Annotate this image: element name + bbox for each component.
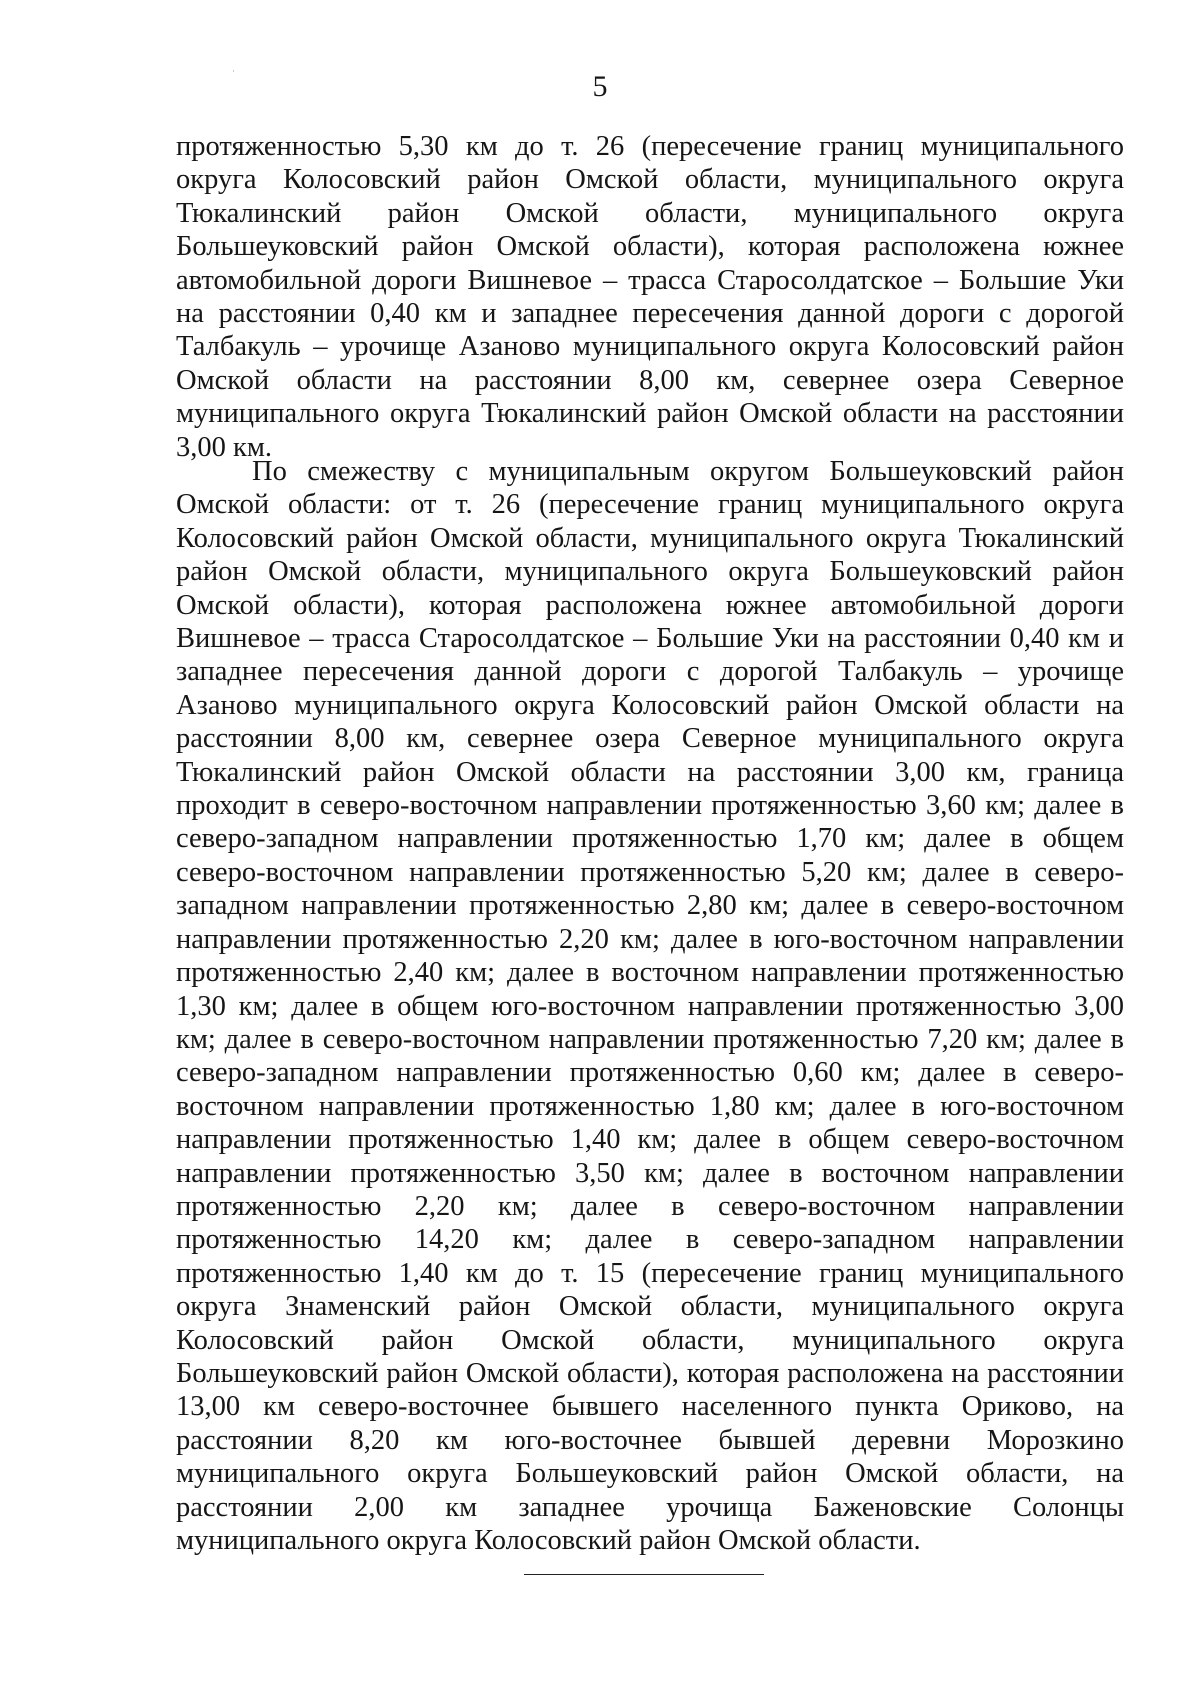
page-number: 5 [592,70,608,103]
closing-divider-line [524,1574,764,1575]
paragraph-continuation: протяженностью 5,30 км до т. 26 (пересечение границ муниципального округа Колосовский район Омской области, муниципального округа Тюкалинский район Омской области, муниципального округа Большеуковский район Омской области), которая расположена южнее автомобильной дороги Вишневое – трасса Старосолдатское – Большие Уки на расстоянии 0,40 км и западнее пересечения данной дороги с дорогой Талбакуль – урочище Азаново муниципального округа Колосовский район Омской области на расстоянии 8,00 км, севернее озера Северное муниципального округа Тюкалинский район Омской области на расстоянии 3,00 км. [176,131,1124,463]
paragraph-boundary-description: По смежеству с муниципальным округом Большеуковский район Омской области: от т. 26 (пересечение границ муниципального округа Колосовский район Омской области, муниципального округа Тюкалинский район Омской области, муниципального округа Большеуковский район Омской области), которая расположена южнее автомобильной дороги Вишневое – трасса Старосолдатское – Большие Уки на расстоянии 0,40 км и западнее пересечения данной дороги с дорогой Талбакуль – урочище Азаново муниципального округа Колосовский район Омской области на расстоянии 8,00 км, севернее озера Северное муниципального округа Тюкалинский район Омской области на расстоянии 3,00 км, граница проходит в северо-восточном направлении протяженностью 3,60 км; далее в северо-западном направлении протяженностью 1,70 км; далее в общем северо-восточном направлении протяженностью 5,20 км; далее в северо-западном направлении протяженностью 2,80 км; далее в северо-восточном направлении протяженностью 2,20 км; далее в юго-восточном направлении протяженностью 2,40 км; далее в восточном направлении протяженностью 1,30 км; далее в общем юго-восточном направлении протяженностью 3,00 км; далее в северо-восточном направлении протяженностью 7,20 км; далее в северо-западном направлении протяженностью 0,60 км; далее в северо-восточном направлении протяженностью 1,80 км; далее в юго-восточном направлении протяженностью 1,40 км; далее в общем северо-восточном направлении протяженностью 3,50 км; далее в восточном направлении протяженностью 2,20 км; далее в северо-восточном направлении протяженностью 14,20 км; далее в северо-западном направлении протяженностью 1,40 км до т. 15 (пересечение границ муниципального округа Знаменский район Омской области, муниципального округа Колосовский район Омской области, муниципального округа Большеуковский район Омской области), которая расположена на расстоянии 13,00 км северо-восточнее бывшего населенного пункта Ориково, на расстоянии 8,20 км юго-восточнее бывшей деревни Морозкино муниципального округа Большеуковский район Омской области, на расстоянии 2,00 км западнее урочища Баженовские Солонцы муниципального округа Колосовский район Омской области. [176,456,1124,1556]
